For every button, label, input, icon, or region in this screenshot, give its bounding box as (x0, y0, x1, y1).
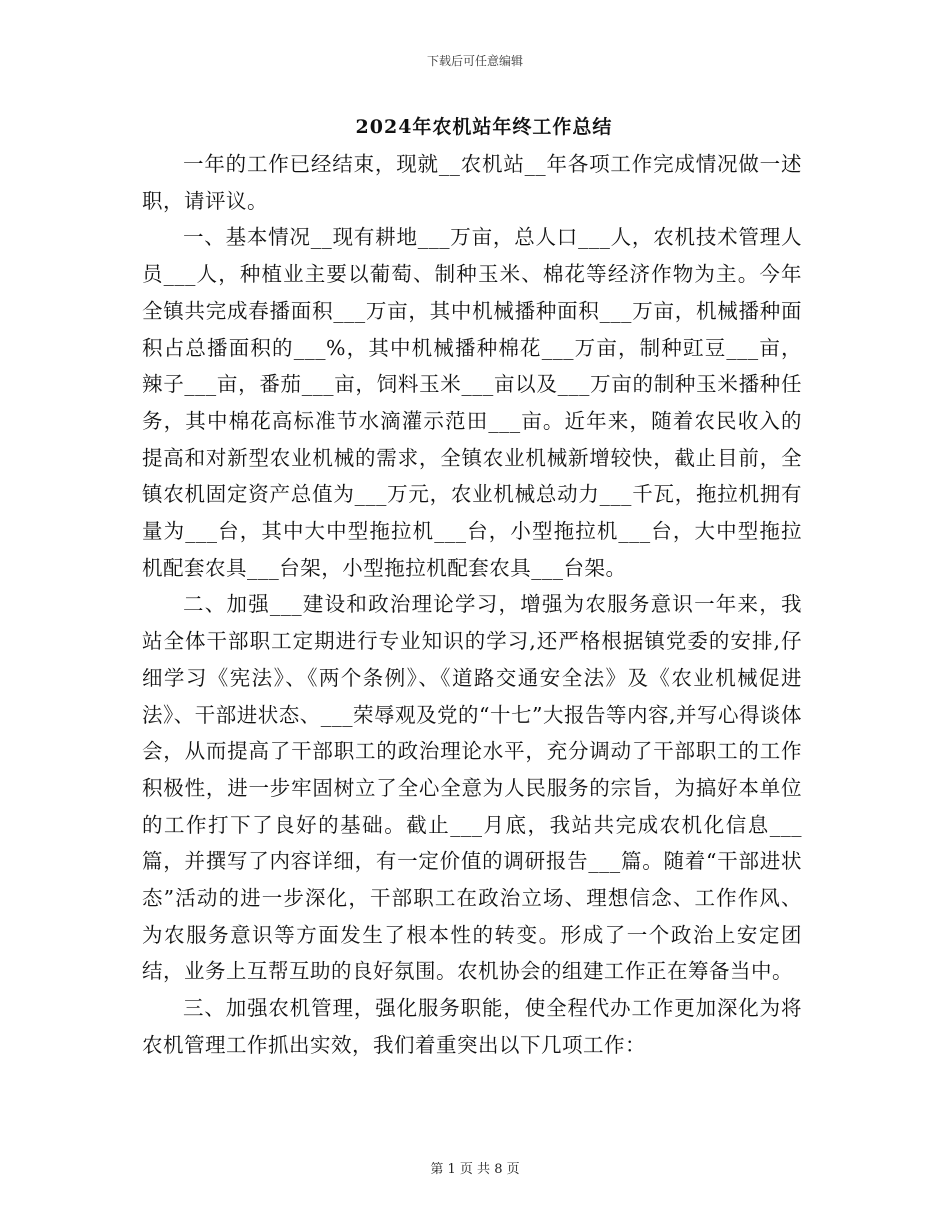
page-header-note: 下载后可任意编辑 (426, 54, 523, 68)
document-body (142, 146, 802, 1064)
paragraph-management: 三、加强农机管理，强化服务职能，使全程代办工作更加深化为将农机管理工作抓出实效，我们着重突出以下几项工作： (142, 996, 802, 1057)
paragraph-political-study: 二、加强___建设和政治理论学习，增强为农服务意识一年来，我站全体干部职工定期进行专业知识的学习,还严格根据镇党委的安排,仔细学习《宪法》、《两个条例》、《道路交通安全法》及《农业机械促进法》、干部进状态、___荣辱观及党的“十七”大报告等内容,并写心得谈体会，从而提高了干部职工的政治理论水平，充分调动了干部职工的工作积极性，进一步牢固树立了全心全意为人民服务的宗旨，为搞好本单位的工作打下了良好的基础。截止___月底，我站共完成农机化信息___篇，并撰写了内容详细，有一定价值的调研报告___篇。随着“干部进状态”活动的进一步深化，干部职工在政治立场、理想信念、工作作风、为农服务意识等方面发生了根本性的转变。形成了一个政治上安定团结，业务上互帮互助的良好氛围。农机协会的组建工作正在筹备当中。 (142, 592, 802, 984)
paragraph-intro: 一年的工作已经结束，现就__农机站__年各项工作完成情况做一述职，请评议。 (142, 152, 802, 213)
page-number: 第 1 页 共 8 页 (430, 1162, 520, 1177)
document-title: 2024年农机站年终工作总结 (355, 116, 613, 138)
paragraph-basic-situation: 一、基本情况__现有耕地___万亩，总人口___人，农机技术管理人员___人，种植业主要以葡萄、制种玉米、棉花等经济作物为主。今年全镇共完成春播面积___万亩，其中机械播种面积___万亩，机械播种面积占总播面积的___%，其中机械播种棉花___万亩，制种豇豆___亩，辣子___亩，番茄___亩，饲料玉米___亩以及___万亩的制种玉米播种任务，其中棉花高标准节水滴灌示范田___亩。近年来，随着农民收入的提高和对新型农业机械的需求，全镇农业机械新增较快，截止目前，全镇农机固定资产总值为___万元，农业机械总动力___千瓦，拖拉机拥有量为___台，其中大中型拖拉机___台，小型拖拉机___台，大中型拖拉机配套农具___台架，小型拖拉机配套农具___台架。 (142, 225, 802, 580)
